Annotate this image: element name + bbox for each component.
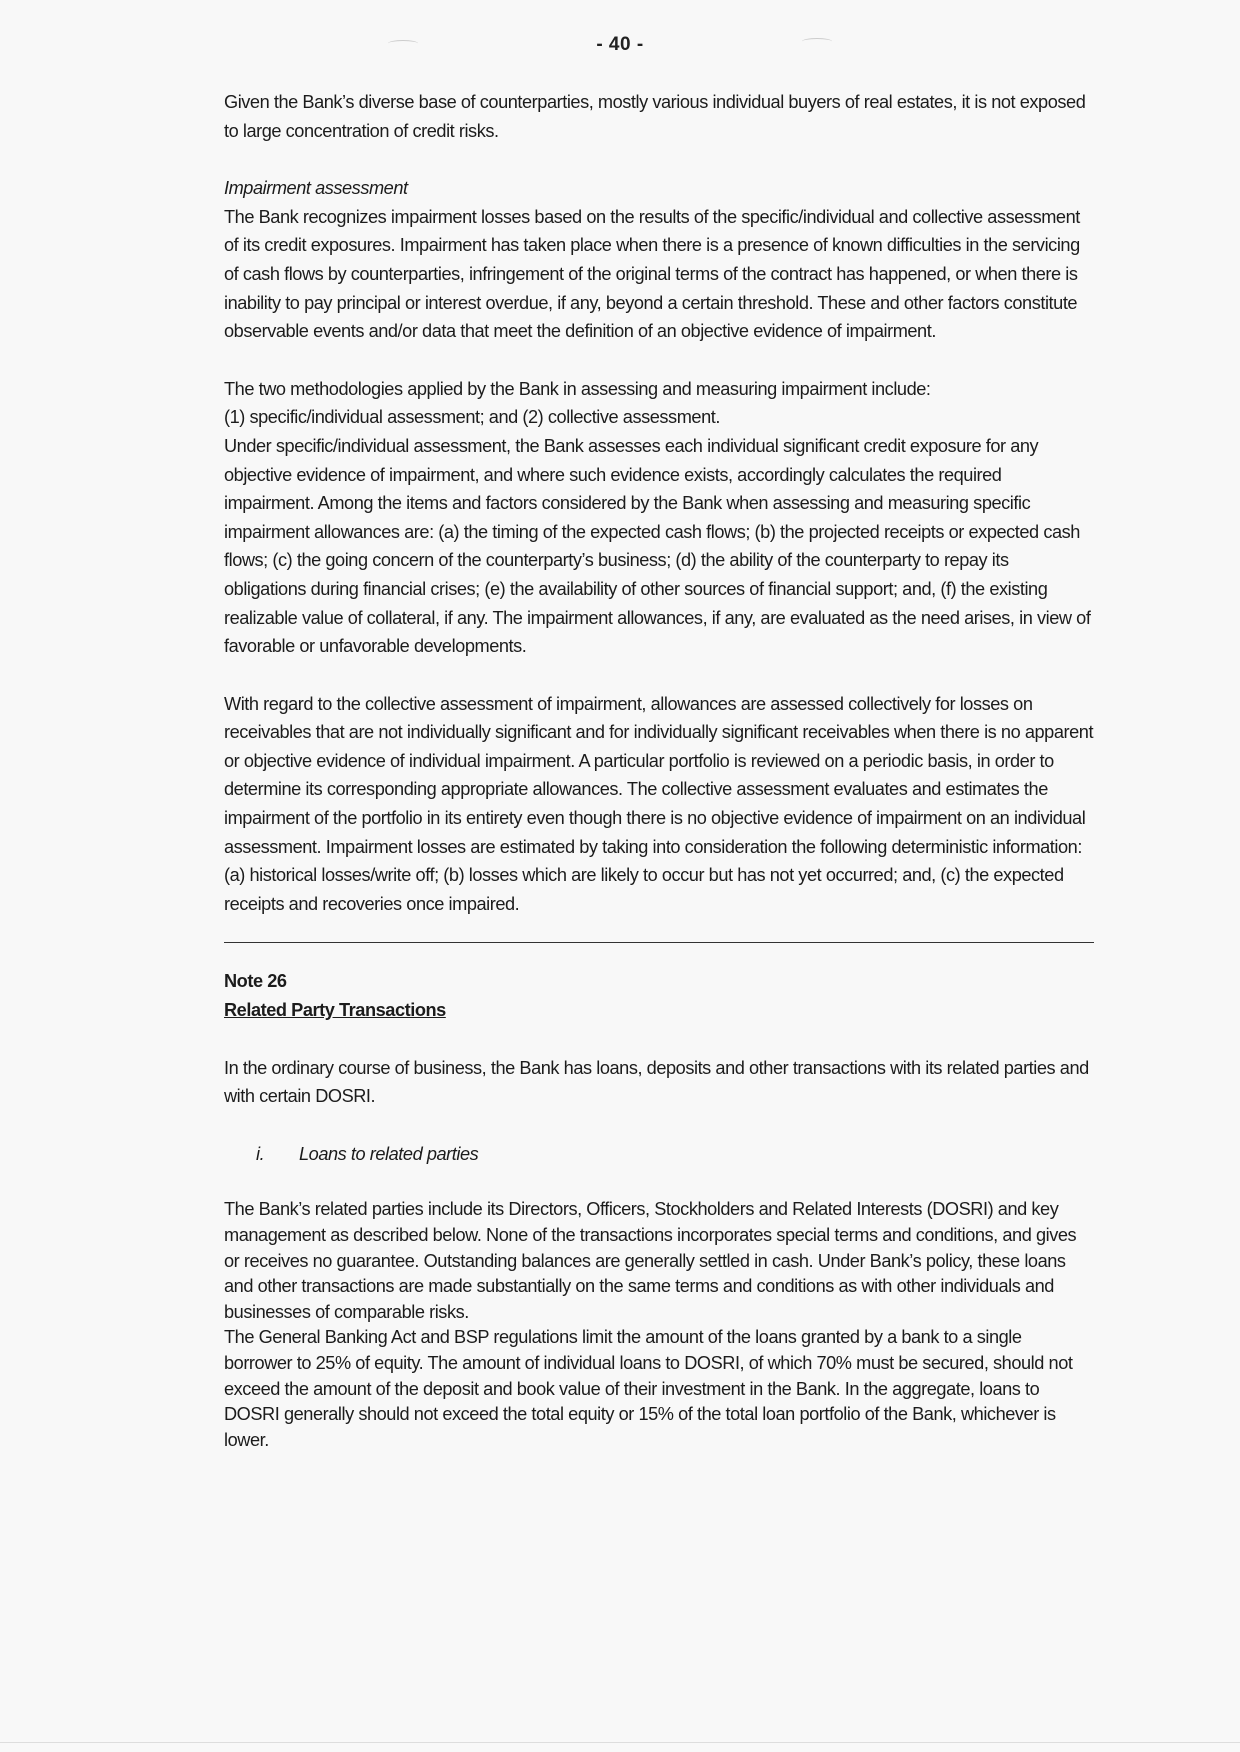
document-body xyxy=(224,88,1094,1453)
list-label: Loans to related parties xyxy=(299,1143,479,1164)
methodologies-line: The two methodologies applied by the Bank in assessing and measuring impairment include: xyxy=(224,378,931,399)
list-item-loans-to-related-parties xyxy=(224,1140,1094,1169)
section-divider xyxy=(224,942,1094,943)
intro-paragraph: Given the Bank’s diverse base of counterparties, mostly various individual buyers of real estates, it is not exposed to large concentration of credit risks. xyxy=(224,92,1086,141)
collective-assessment-paragraph: With regard to the collective assessment of impairment, allowances are assessed collectively for losses on receivables that are not individually significant and for individually significant receivables when there is no apparent or objective evidence of individual impairment. A particular portfolio is reviewed on a periodic basis, in order to determine its corresponding appropriate allowances. The collective assessment evaluates and estimates the impairment of the portfolio in its entirety even though there is no objective evidence of impairment on an individual assessment. Impairment losses are estimated by taking into consideration the following deterministic information: (a) historical losses/write off; (b) losses which are likely to occur but has not yet occurred; and, (c) the expected receipts and recoveries once impaired. xyxy=(224,693,1094,914)
impairment-paragraph: The Bank recognizes impairment losses based on the results of the specific/individual and collective assessment of its credit exposures. Impairment has taken place when there is a presence of known difficulties in the servicing of cash flows by counterparties, infringement of the original terms of the contract has happened, or when there is inability to pay principal or interest overdue, if any, beyond a certain threshold. These and other factors constitute observable events and/or data that meet the definition of an objective evidence of impairment. xyxy=(224,206,1080,342)
scan-edge xyxy=(0,1742,1240,1743)
related-parties-paragraph: The Bank’s related parties include its Directors, Officers, Stockholders and Related Interests (DOSRI) and key management as described below. None of the transactions incorporates special terms and conditions, and gives or receives no guarantee. Outstanding balances are generally settled in cash. Under Bank’s policy, these loans and other transactions are made substantially on the same terms and conditions as with other individuals and businesses of comparable risks. xyxy=(224,1199,1077,1322)
note-intro-paragraph: In the ordinary course of business, the Bank has loans, deposits and other transactions with its related parties and with certain DOSRI. xyxy=(224,1057,1089,1107)
methodologies-list-line: (1) specific/individual assessment; and (2) collective assessment. xyxy=(224,407,720,428)
note-title: Note 26 xyxy=(224,971,287,992)
note-26-section xyxy=(224,967,1094,1453)
note-heading: Related Party Transactions xyxy=(224,1000,446,1021)
banking-act-paragraph: The General Banking Act and BSP regulations limit the amount of the loans granted by a bank to a single borrower to 25% of equity. The amount of individual loans to DOSRI, of which 70% must be secured, should not exceed the amount of the deposit and book value of their investment in the Bank. In the aggregate, loans to DOSRI generally should not exceed the total equity or 15% of the total loan portfolio of the Bank, whichever is lower. xyxy=(224,1327,1073,1450)
specific-assessment-paragraph: Under specific/individual assessment, the Bank assesses each individual significant credit exposure for any objective evidence of impairment, and where such evidence exists, accordingly calculates the required impairment. Among the items and factors considered by the Bank when assessing and measuring specific impairment allowances are: (a) the timing of the expected cash flows; (b) the projected receipts or expected cash flows; (c) the going concern of the counterparty’s business; (d) the ability of the counterparty to repay its obligations during financial crises; (e) the availability of other sources of financial support; and, (f) the existing realizable value of collateral, if any. The impairment allowances, if any, are evaluated as the need arises, in view of favorable or unfavorable developments. xyxy=(224,435,1091,657)
list-numeral: i. xyxy=(256,1143,265,1164)
page-number: - 40 - xyxy=(596,34,644,55)
impairment-heading: Impairment assessment xyxy=(224,178,408,199)
